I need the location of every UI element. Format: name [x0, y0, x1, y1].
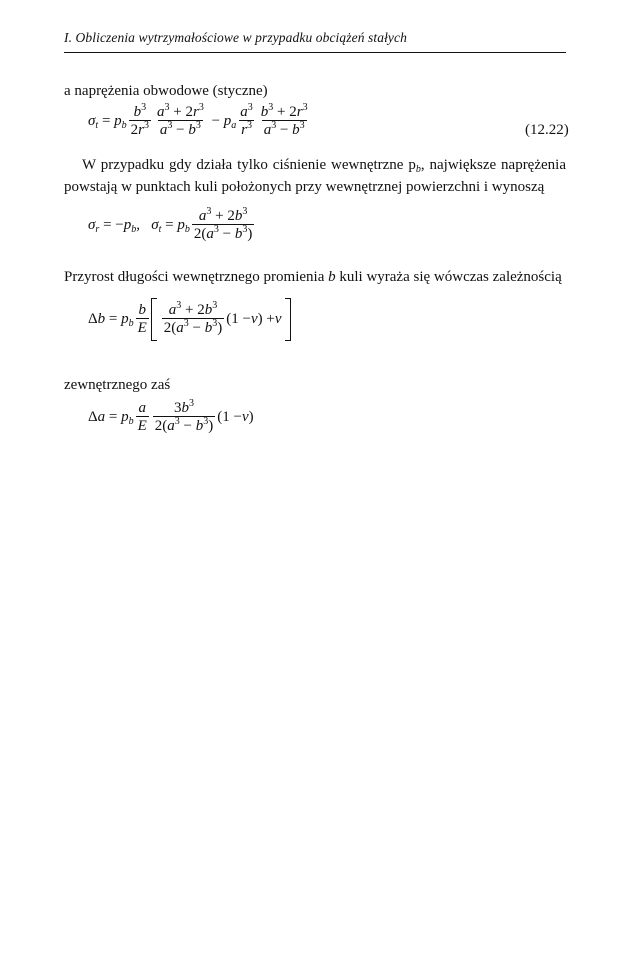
equation-number: (12.22): [525, 122, 569, 138]
running-header: I. Obliczenia wytrzymałościowe w przypadku obciążeń stałych: [64, 30, 407, 45]
paragraph-intro: a naprężenia obwodowe (styczne): [64, 83, 268, 99]
equation-sigma-t-general: $\sigma_t$ = $p_b$ $\frac{b^3}{2r^3}$ $\frac{a^3 + 2r^3}{a^3 - b^3}$ − $p_a$ $\frac{a^3}{r^3}$ $\frac{b^3 + 2r^3}{a^3 - b^3}$: [88, 102, 308, 138]
paragraph-increase: Przyrost długości wewnętrznego promienia b kuli wyraża się wówczas zależnością: [64, 269, 562, 285]
paragraph-external: zewnętrznego zaś: [64, 377, 171, 393]
paragraph-internal-pressure: W przypadku gdy działa tylko ciśnienie wewnętrzne $p_b$, największe naprężenia powstają w punktach kuli położonych przy wewnętrznej powierzchni i wynoszą: [64, 157, 566, 195]
equation-delta-b: Δ b = $p_b$ $\frac{b}{E}$ $\frac{a^3 + 2b^3}{2(a^3 - b^3)}$ (1 − ν ) + ν: [88, 298, 291, 341]
header-rule: [64, 52, 566, 53]
equation-sigma-internal: $\sigma_r$ = − $p_b$ , $\sigma_t$ = $p_b$ $\frac{a^3 + 2b^3}{2(a^3 - b^3)}$: [88, 206, 253, 242]
equation-delta-a: Δ a = $p_b$ $\frac{a}{E}$ $\frac{3b^3}{2(a^3 - b^3)}$ (1 − ν ): [88, 398, 254, 434]
